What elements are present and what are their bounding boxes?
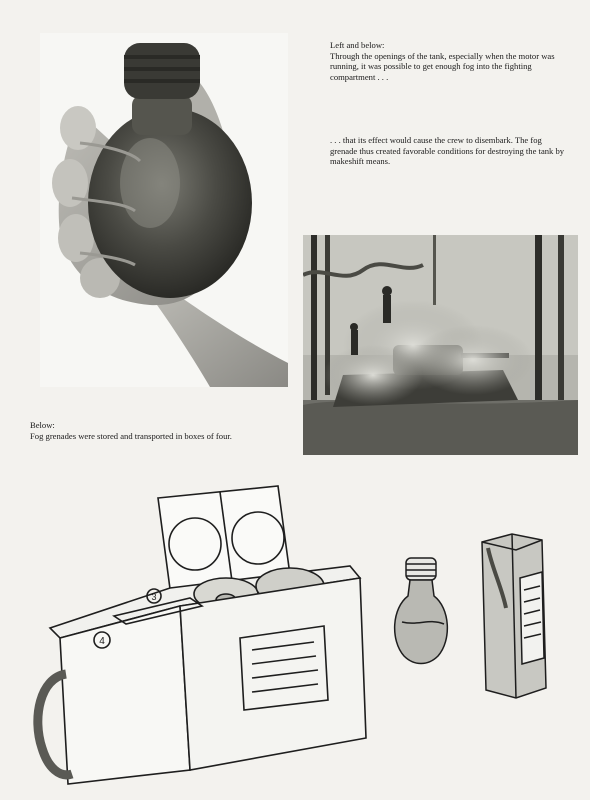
illustration-hex-container	[462, 528, 562, 708]
caption-below	[30, 420, 295, 441]
photo-hand-holding-grenade	[40, 33, 288, 387]
box-number-four: 4	[99, 636, 105, 647]
caption-heading: Left and below:	[330, 40, 385, 50]
grenade-box-drawing	[30, 478, 370, 790]
caption-crew-disembark	[330, 135, 570, 167]
caption-body: Fog grenades were stored and transported in boxes of four.	[30, 430, 232, 441]
hex-container-drawing	[462, 528, 562, 708]
photo-tank-in-fog	[303, 235, 578, 455]
caption-left-and-below	[330, 40, 562, 82]
tank-fog-image	[303, 235, 578, 455]
hand-grenade-image	[40, 33, 288, 387]
caption-heading: Below:	[30, 420, 55, 430]
caption-body: . . . that its effect would cause the crew to disembark. The fog grenade thus created favorable conditions for destroying the tank by makeshift means.	[330, 135, 565, 166]
single-grenade-drawing	[388, 552, 458, 672]
caption-body: Through the openings of the tank, especially when the motor was running, it was possible to get enough fog into the fighting compartment . . .	[330, 50, 555, 82]
illustration-grenade-box	[30, 478, 370, 790]
illustration-single-grenade	[388, 552, 458, 672]
box-number-three: 3	[151, 592, 157, 602]
